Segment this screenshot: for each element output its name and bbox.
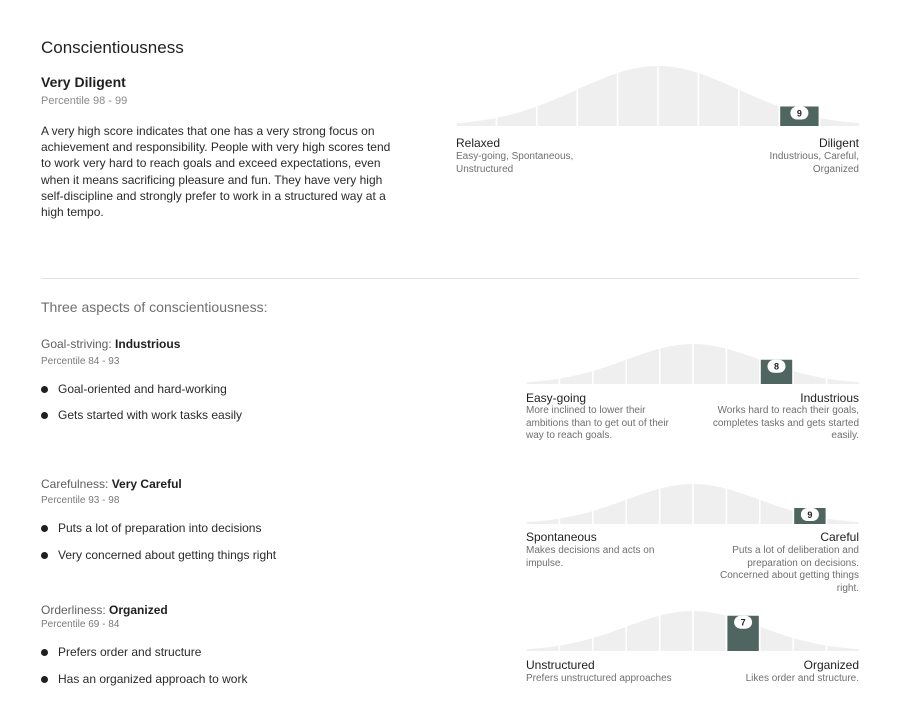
carefulness-right-desc: Puts a lot of deliberation and preparation on decisions. Concerned about getting things right. — [720, 545, 859, 594]
distribution-segment — [761, 627, 793, 651]
distribution-segment — [627, 616, 659, 651]
aspect-bullet: Gets started with work tasks easily — [41, 408, 242, 422]
carefulness-distribution-chart — [526, 482, 860, 524]
main-distribution-chart — [456, 64, 860, 126]
orderliness-right-desc: Likes order and structure. — [745, 673, 859, 684]
distribution-segment — [727, 349, 759, 384]
distribution-segment — [694, 344, 726, 384]
distribution-segment — [699, 73, 738, 126]
distribution-segment — [827, 379, 859, 384]
main-scale-left-label: Relaxed — [456, 136, 501, 150]
distribution-segment — [660, 344, 692, 384]
score-value: 8 — [773, 361, 780, 372]
distribution-segment — [794, 638, 826, 651]
carefulness-right-label: Careful — [820, 530, 859, 544]
goal-striving-left-label: Easy-going — [526, 391, 587, 405]
main-scale-right-desc: Industrious, Careful, Organized — [769, 151, 859, 175]
aspect-level: Organized — [109, 603, 168, 617]
aspect-orderliness-heading: Orderliness: Organized — [41, 603, 168, 617]
score-value: 7 — [740, 617, 746, 628]
distribution-segment — [538, 90, 577, 126]
aspect-bullet: Puts a lot of preparation into decisions — [41, 521, 261, 535]
carefulness-left-desc: Makes decisions and acts on impulse. — [526, 545, 655, 569]
trait-level: Very Diligent — [41, 74, 126, 90]
distribution-segment — [761, 500, 793, 524]
distribution-segment — [594, 500, 626, 524]
aspect-name: Goal-striving — [41, 337, 109, 351]
score-value: 9 — [807, 510, 813, 520]
aspect-level: Very Careful — [111, 477, 182, 491]
goal-striving-left-desc: More inclined to lower their ambitions than to get out of their way to reach goals. — [526, 405, 669, 441]
aspects-heading: Three aspects of conscientiousness: — [41, 299, 268, 315]
distribution-segment — [560, 511, 592, 524]
orderliness-left-label: Unstructured — [526, 658, 595, 672]
orderliness-distribution-chart — [526, 609, 860, 651]
distribution-segment — [627, 349, 659, 384]
trait-percentile: Percentile 98 - 99 — [41, 95, 128, 107]
distribution-segment — [660, 611, 692, 651]
orderliness-right-label: Organized — [803, 658, 859, 672]
main-scale-right-label: Diligent — [818, 136, 859, 150]
distribution-segment — [560, 371, 592, 384]
distribution-segment — [794, 371, 826, 384]
distribution-segment — [527, 379, 559, 384]
main-scale-left-desc: Easy-going, Spontaneous, Unstructured — [456, 151, 574, 175]
aspect-bullet: Prefers order and structure — [41, 645, 201, 659]
aspect-bullet: Goal-oriented and hard-working — [41, 382, 227, 396]
aspect-level: Industrious — [115, 337, 181, 351]
score-value: 9 — [796, 108, 802, 119]
distribution-segment — [827, 646, 859, 651]
goal-striving-right-label: Industrious — [800, 391, 859, 405]
aspect-name: Carefulness — [41, 477, 106, 491]
distribution-segment — [457, 118, 496, 126]
distribution-segment — [527, 646, 559, 651]
trait-title: Conscientiousness — [41, 38, 184, 57]
goal-striving-distribution-chart — [526, 342, 860, 384]
aspect-bullet: Has an organized approach to work — [41, 672, 247, 686]
aspect-percentile: Percentile 69 - 84 — [41, 619, 120, 630]
distribution-segment — [594, 627, 626, 651]
distribution-segment — [660, 484, 692, 524]
aspect-goal-striving-heading: Goal-striving: Industrious — [41, 337, 181, 351]
distribution-segment — [659, 66, 698, 126]
orderliness-left-desc: Prefers unstructured approaches — [526, 673, 672, 684]
distribution-segment — [727, 489, 759, 524]
distribution-segment — [827, 519, 859, 524]
trait-description: A very high score indicates that one has a very strong focus on achievement and responsibility. People with very high scores tend to work very hard to reach goals and exceed expectations, even when it means sacrificing pleasure and fun. They have very high self-discipline and strongly prefer to work in a structured way at a high tempo. — [41, 124, 391, 220]
distribution-segment — [694, 611, 726, 651]
aspect-percentile: Percentile 93 - 98 — [41, 495, 120, 506]
distribution-segment — [497, 107, 536, 126]
aspect-bullet: Very concerned about getting things right — [41, 548, 276, 562]
aspect-percentile: Percentile 84 - 93 — [41, 356, 120, 367]
carefulness-left-label: Spontaneous — [526, 530, 597, 544]
distribution-segment — [578, 73, 617, 126]
goal-striving-right-desc: Works hard to reach their goals, completes tasks and gets started easily. — [712, 405, 859, 441]
distribution-segment — [694, 484, 726, 524]
section-divider — [41, 278, 859, 279]
distribution-segment — [820, 118, 859, 126]
distribution-segment — [618, 66, 657, 126]
distribution-segment — [560, 638, 592, 651]
aspect-name: Orderliness — [41, 603, 103, 617]
distribution-segment — [740, 90, 779, 126]
distribution-segment — [627, 489, 659, 524]
aspect-carefulness-heading: Carefulness: Very Careful — [41, 477, 182, 491]
distribution-segment — [594, 360, 626, 384]
distribution-segment — [527, 519, 559, 524]
